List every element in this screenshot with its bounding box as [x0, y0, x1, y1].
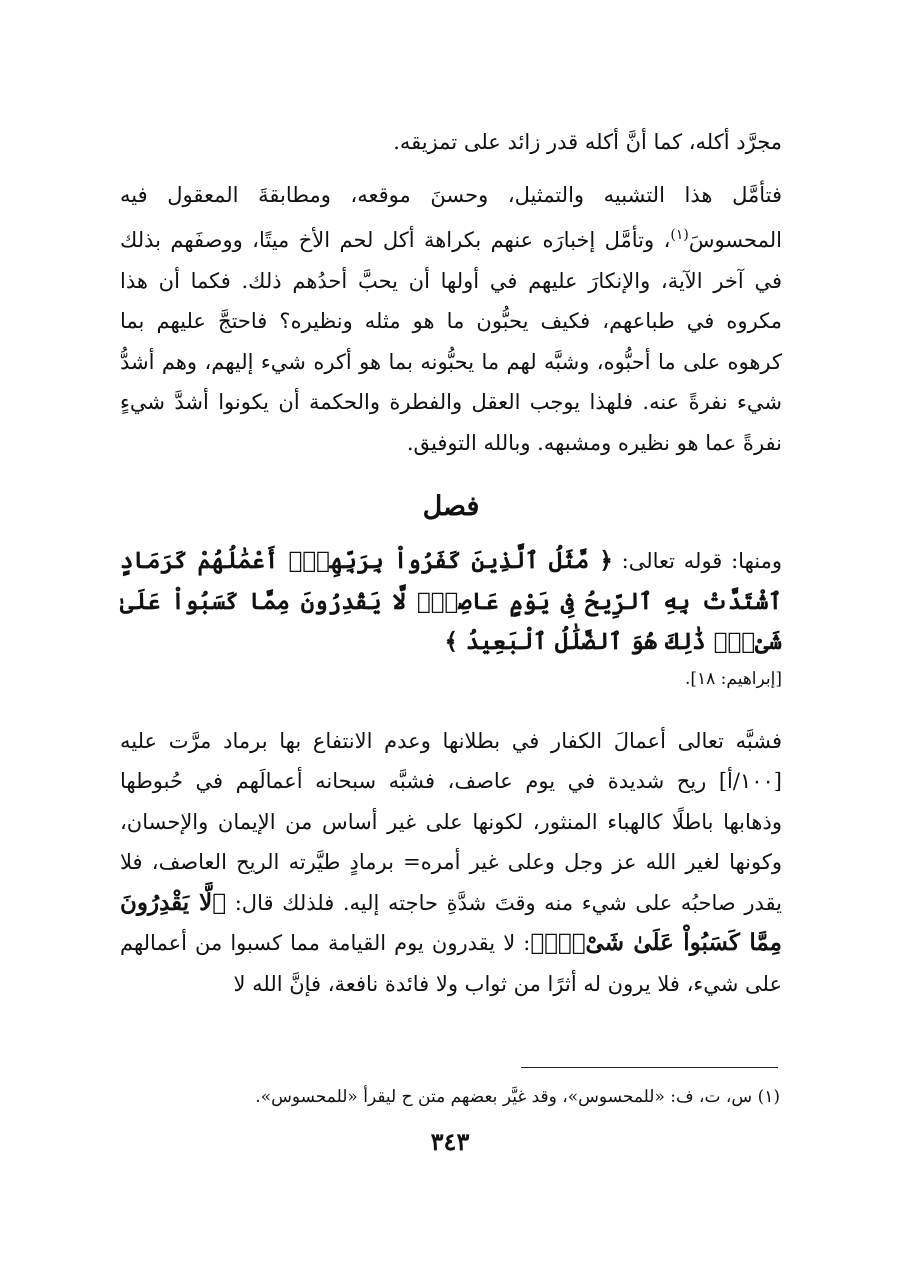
commentary-paragraph — [120, 721, 782, 1005]
quran-verse: ﴿ مَّثَلُ ٱلَّذِينَ كَفَرُواْ بِرَبِّهِمْۖ أَعْمَٰلُهُمْ كَرَمَادٍ ٱشْتَدَّتْ بِهِ ٱلرِّيحُ فِى يَوْمٍ عَاصِفٍۖ لَّا يَقْدِرُونَ مِمَّا كَسَبُواْ عَلَىٰ شَىْءٍۚ ذَٰلِكَ هُوَ ٱلضَّلَٰلُ ٱلْبَعِيدُ ﴾ — [120, 547, 782, 655]
page-body — [120, 122, 782, 1004]
footnote-marker[interactable]: (١) — [670, 227, 689, 243]
paragraph-1-text: مجرَّد أكله، كما أنَّ أكله قدر زائد على تمزيقه. — [393, 130, 782, 154]
footnote: (١) س، ت، ف: «للمحسوس»، وقد غيَّر بعضهم متن ح ليقرأ «للمحسوس». — [255, 1087, 780, 1107]
section-heading: فصل — [422, 491, 480, 522]
commentary-part-1: فشبَّه تعالى أعمالَ الكفار في بطلانها وعدم الانتفاع بها برماد مرَّت عليه [١٠٠/أ] ريح شديدة في يوم عاصف، فشبَّه سبحانه أعمالَهم في حُبوطها وذهابها باطلًا كالهباء المنثور، لكونها على غير أساس من الإيمان والإحسان، وكونها لغير الله عز وجل وعلى غير أمره= برمادٍ طيَّرته الريح العاصف، فلا يقدر صاحبُه على شيء منه وقتَ شدَّةِ حاجته إليه. فلذلك قال: — [120, 728, 782, 915]
paragraph-continuation — [120, 122, 782, 163]
verse-intro: ومنها: قوله تعالى: — [621, 549, 782, 573]
paragraph-2-text: فتأمَّل هذا التشبيه والتمثيل، وحسنَ موقعه، ومطابقةَ المعقول فيه المحسوسَ — [120, 182, 782, 252]
commentary-verse: ﴿لَّا يَقْدِرُونَ مِمَّا كَسَبُواْ عَلَىٰ شَىْءٍۚ﴾ — [120, 888, 782, 956]
page-number: ٣٤٣ — [430, 1127, 470, 1156]
commentary-part-2: : لا يقدرون يوم القيامة مما كسبوا من أعمالهم على شيء، فلا يرون له أثرًا من ثواب ولا فائدة نافعة، فإنَّ الله لا — [120, 931, 782, 996]
footnote-divider — [521, 1067, 778, 1068]
paragraph-2-rest: ، وتأمَّل إخبارَه عنهم بكراهة أكل لحم الأخ ميتًا، ووصفَهم بذلك في آخر الآية، والإنكارَ عليهم في أولها أن يحبَّ أحدُهم ذلك. فكما أن هذا مكروه في طباعهم، فكيف يحبُّون ما هو مثله ونظيره؟ فاحتجَّ عليهم بما كرهوه على ما أحبُّوه، وشبَّه لهم ما يحبُّونه بما هو أكره شيء إليهم، وهم أشدُّ شيء نفرةً عنه. فلهذا يوجب العقل والفطرة والحكمة أن يكونوا أشدَّ شيءٍ نفرةً عما هو نظيره ومشبهه. وبالله التوفيق. — [120, 228, 782, 455]
verse-reference: [إبراهيم: ١٨]. — [684, 668, 782, 689]
paragraph-analogy — [120, 175, 782, 464]
verse-paragraph — [120, 541, 782, 663]
